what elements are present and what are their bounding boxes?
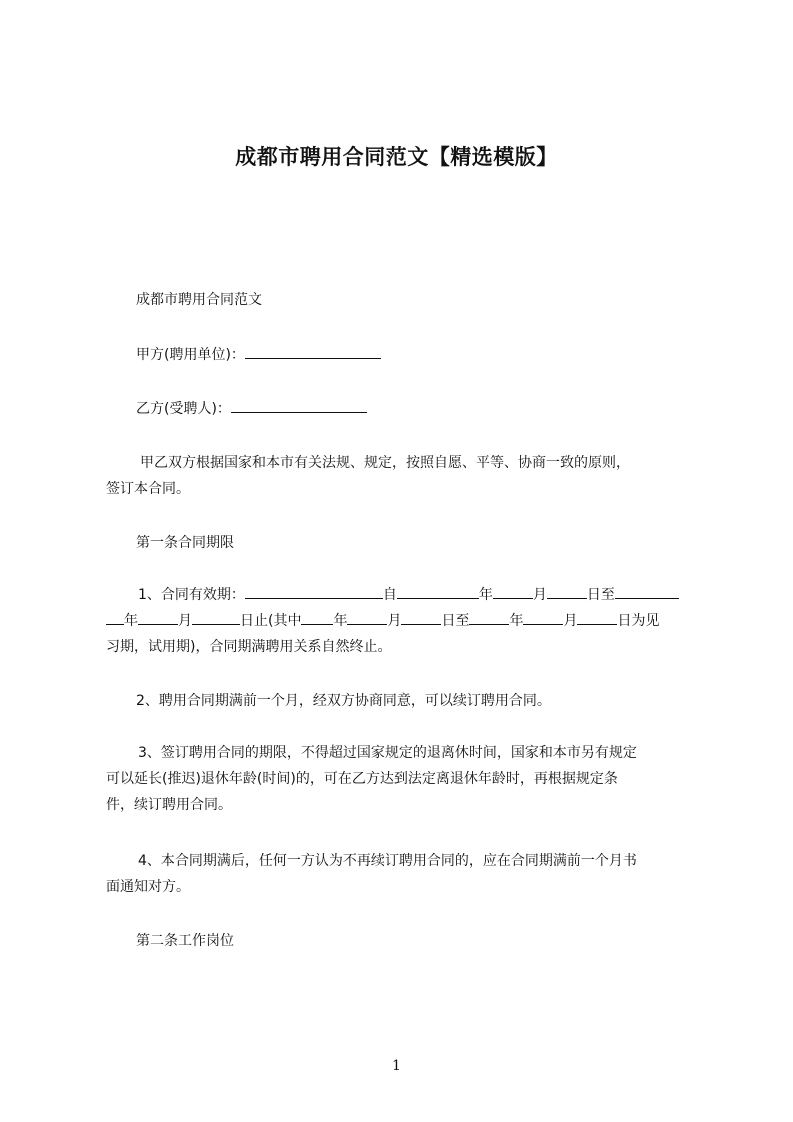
clause-1-label: 1、合同有效期： [138,587,245,603]
party-b-line [136,396,367,422]
intro-line-1: 甲乙双方根据国家和本市有关法规、规定，按照自愿、平等、协商一致的原则， [140,455,630,471]
clause-1 [106,582,679,660]
clause-4-line-2: 面通知对方。 [106,879,190,895]
clause-4-line-1: 4、本合同期满后，任何一方认为不再续订聘用合同的，应在合同期满前一个月书 [138,853,637,869]
clause-3-line-3: 件，续订聘用合同。 [106,797,232,813]
document-subtitle: 成都市聘用合同范文 [136,292,262,308]
clause-1-line-1: 1、合同有效期： 自 年 月 日至 [106,582,679,608]
document-title: 成都市聘用合同范文【精选模版】 [235,145,558,169]
page-number: 1 [392,1058,401,1074]
party-b-blank [231,397,367,413]
clause-1-line-2: 年 月 日止(其中 年 月 日至 年 月 日为见 [106,608,679,634]
party-b-label: 乙方(受聘人)： [136,401,231,417]
party-a-line [136,342,381,368]
clause-3-line-1: 3、签订聘用合同的期限，不得超过国家规定的退离休时间，国家和本市另有规定 [138,745,637,761]
intro-paragraph [106,450,630,502]
clause-3-line-2: 可以延长(推迟)退休年龄(时间)的，可在乙方达到法定离退休年龄时，再根据规定条 [106,771,618,787]
party-a-label: 甲方(聘用单位)： [136,347,245,363]
article-2-heading: 第二条工作岗位 [136,933,234,949]
clause-4 [106,848,637,900]
clause-1-line-3: 习期，试用期)，合同期满聘用关系自然终止。 [106,639,392,655]
clause-2: 2、聘用合同期满前一个月，经双方协商同意，可以续订聘用合同。 [136,693,551,709]
party-a-blank [245,343,381,359]
clause-3 [106,740,637,818]
article-1-heading: 第一条合同期限 [136,535,234,551]
intro-line-2: 签订本合同。 [106,481,190,497]
